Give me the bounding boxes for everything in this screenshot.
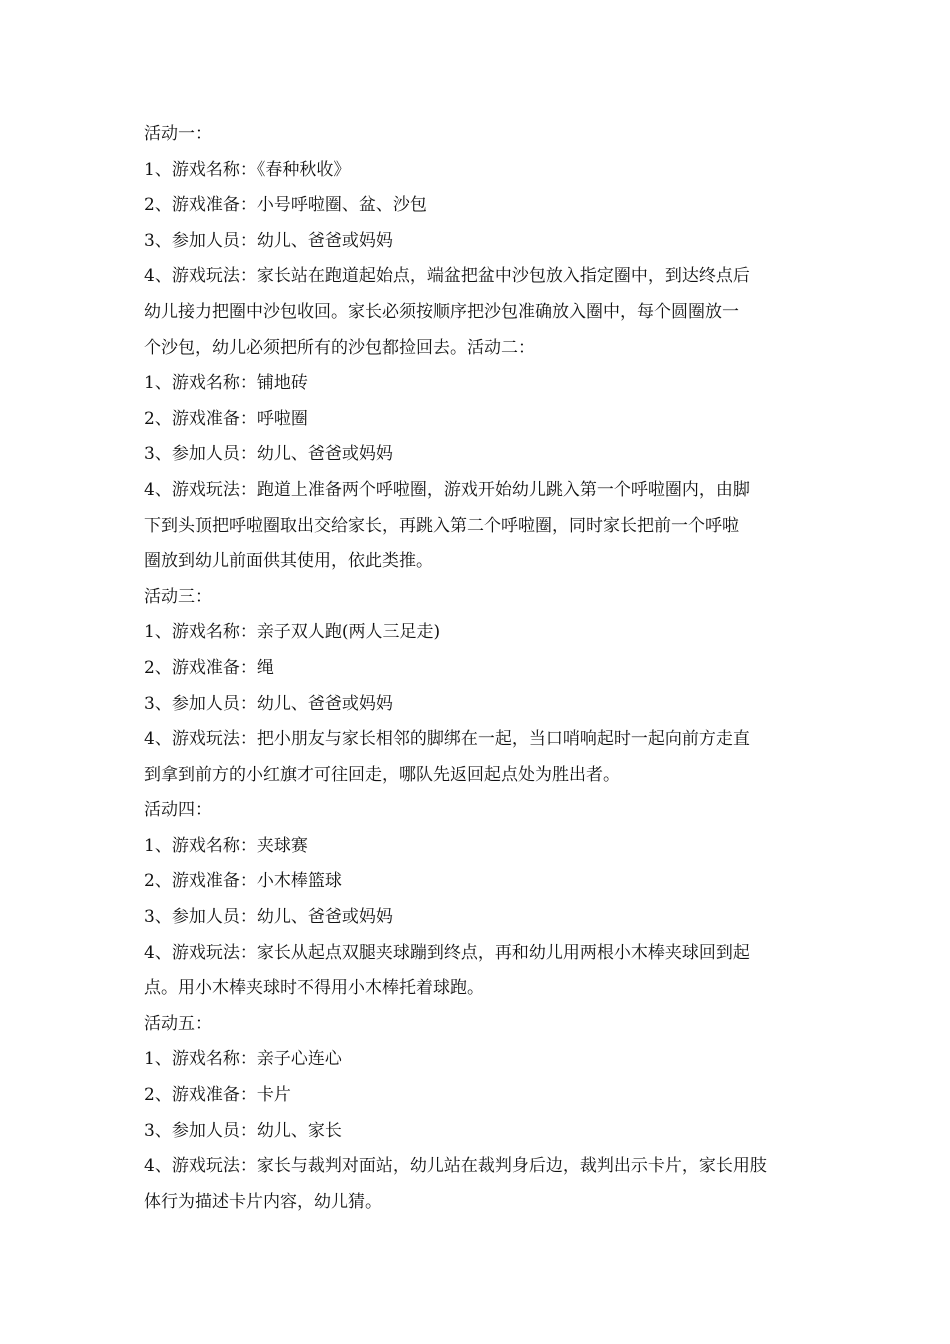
activity-4-participants: 3、参加人员：幼儿、爸爸或妈妈: [144, 907, 393, 928]
heading-activity-5: 活动五：: [144, 1013, 212, 1034]
document-body: [144, 117, 814, 1220]
activity-2-game-name: 1、游戏名称：铺地砖: [144, 373, 308, 394]
activity-3-rules-line-2: 到拿到前方的小红旗才可往回走，哪队先返回起点处为胜出者。: [144, 764, 620, 785]
activity-4-game-name: 1、游戏名称：夹球赛: [144, 835, 308, 856]
activity-3-rules-line-1: 4、游戏玩法：把小朋友与家长相邻的脚绑在一起，当口哨响起时一起向前方走直: [144, 729, 750, 750]
activity-4-rules-line-2: 点。用小木棒夹球时不得用小木棒托着球跑。: [144, 978, 484, 999]
activity-1-rules-line-1: 4、游戏玩法：家长站在跑道起始点，端盆把盆中沙包放入指定圈中，到达终点后: [144, 266, 750, 287]
activity-5-preparation: 2、游戏准备：卡片: [144, 1085, 291, 1106]
activity-2-rules-line-1: 4、游戏玩法：跑道上准备两个呼啦圈，游戏开始幼儿跳入第一个呼啦圈内，由脚: [144, 479, 750, 500]
activity-5-rules-line-2: 体行为描述卡片内容，幼儿猜。: [144, 1191, 382, 1212]
activity-1-rules-line-2: 幼儿接力把圈中沙包收回。家长必须按顺序把沙包准确放入圈中，每个圆圈放一: [144, 301, 739, 322]
activity-2-preparation: 2、游戏准备：呼啦圈: [144, 408, 308, 429]
activity-1-rules-line-3: 个沙包，幼儿必须把所有的沙包都捡回去。活动二：: [144, 337, 535, 358]
activity-4-rules-line-1: 4、游戏玩法：家长从起点双腿夹球蹦到终点，再和幼儿用两根小木棒夹球回到起: [144, 942, 750, 963]
activity-1-preparation: 2、游戏准备：小号呼啦圈、盆、沙包: [144, 195, 427, 216]
activity-5-rules-line-1: 4、游戏玩法：家长与裁判对面站，幼儿站在裁判身后边，裁判出示卡片，家长用肢: [144, 1156, 767, 1177]
activity-1-game-name: 1、游戏名称：《春种秋收》: [144, 159, 351, 180]
activity-2-rules-line-3: 圈放到幼儿前面供其使用，依此类推。: [144, 551, 433, 572]
activity-3-participants: 3、参加人员：幼儿、爸爸或妈妈: [144, 693, 393, 714]
heading-activity-3: 活动三：: [144, 586, 212, 607]
heading-activity-4: 活动四：: [144, 800, 212, 821]
activity-2-rules-line-2: 下到头顶把呼啦圈取出交给家长，再跳入第二个呼啦圈，同时家长把前一个呼啦: [144, 515, 739, 536]
activity-2-participants: 3、参加人员：幼儿、爸爸或妈妈: [144, 444, 393, 465]
activity-3-game-name: 1、游戏名称：亲子双人跑(两人三足走): [144, 622, 441, 643]
heading-activity-1: 活动一：: [144, 124, 212, 144]
activity-1-participants: 3、参加人员：幼儿、爸爸或妈妈: [144, 230, 393, 251]
activity-4-preparation: 2、游戏准备：小木棒篮球: [144, 871, 342, 892]
activity-5-game-name: 1、游戏名称：亲子心连心: [144, 1049, 342, 1070]
activity-5-participants: 3、参加人员：幼儿、家长: [144, 1120, 342, 1141]
activity-3-preparation: 2、游戏准备：绳: [144, 657, 274, 678]
